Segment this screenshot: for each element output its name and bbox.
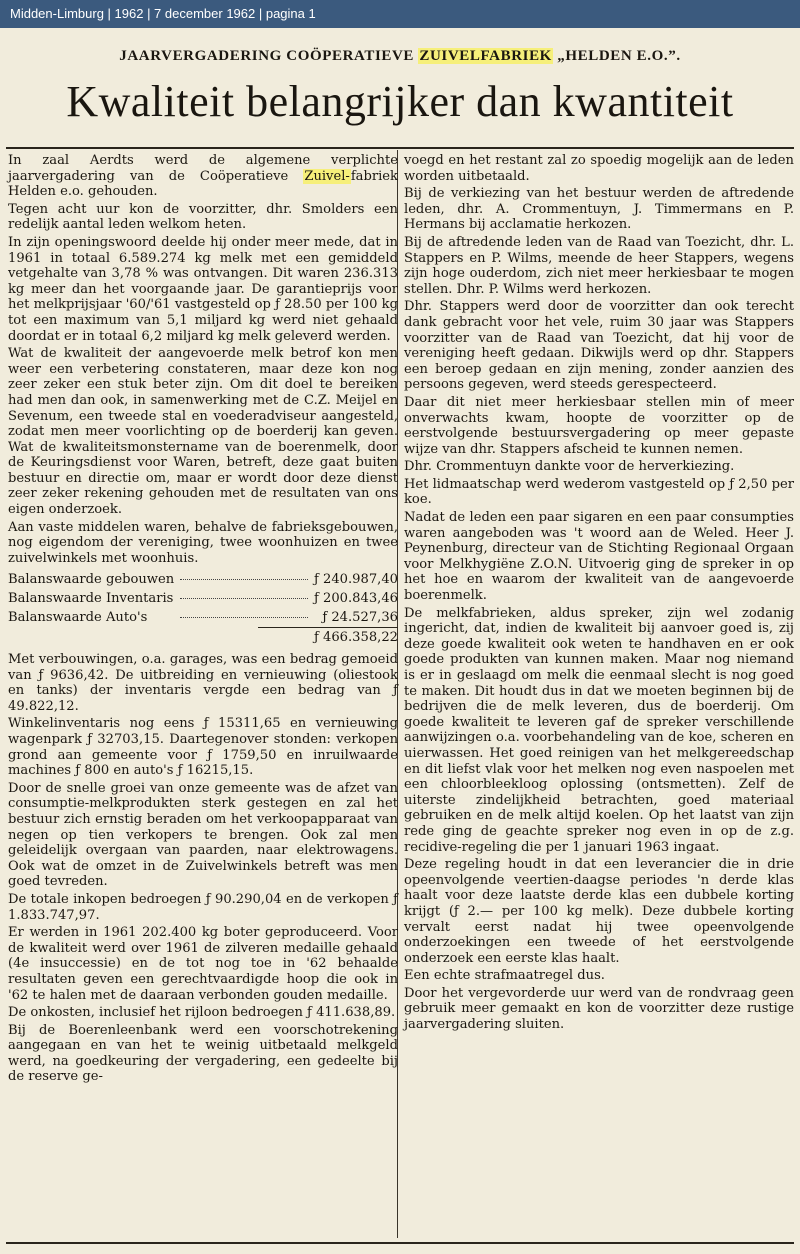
- paragraph: Deze regeling houdt in dat een leverancier die in drie opeenvolgende veertien-daagse periodes 'n derde klas haalt voor deze laatste derde klas een dubbele korting krijgt (ƒ 2.— per 100 kg melk). Deze dubbele korting vervalt eerst nadat hij twee opeenvolgende onderzoekingen een tweede of het eerstvolgende onderzoek een eerste klas haalt.: [404, 857, 794, 966]
- paragraph: Er werden in 1961 202.400 kg boter geproduceerd. Voor de kwaliteit werd over 1961 de zilveren medaille gehaald (4e insuccessie) en de tot nog toe in '62 behaalde resultaten geven een gerechtvaardigde hoop die ook in '62 te halen met de daaraan verbonden gouden medaille.: [8, 925, 398, 1003]
- balance-amount: ƒ 200.843,46: [314, 591, 398, 607]
- paragraph: Daar dit niet meer herkiesbaar stellen min of meer onverwachts kwam, hoopte de voorzitter op de eerstvolgende bestuursvergadering op meer gepaste wijze van dhr. Stappers afscheid te kunnen nemen.: [404, 394, 794, 457]
- paragraph: Wat de kwaliteit der aangevoerde melk betrof kon men weer een verbetering constateren, maar deze kon nog zeer zeker een stuk beter zijn. Om dit doel te bereiken had men dan ook, in samenwerking met de C.Z. Meijel en Sevenum, een tweede stal en voederadviseur aangesteld, zodat men meer voorlichting op de boerderij kan geven. Wat de kwaliteitsmonstername van de boerenmelk, door de Keuringsdienst voor Waren, betreft, deze gaat buiten bestuur en directie om, maar er wordt door deze dienst zeer zeker rekening gehouden met de resultaten van ons eigen onderzoek.: [8, 346, 398, 518]
- balance-label: Balanswaarde gebouwen: [8, 572, 175, 588]
- balance-amount: ƒ 240.987,40: [314, 572, 398, 588]
- paragraph: Nadat de leden een paar sigaren en een paar consumpties waren aangeboden was 't woord aan de Weled. Heer J. Peynenburg, directeur van de Stichting Regionaal Orgaan voor Melkhygiëne Z.O.N. Uitvoerig ging de spreker in op het hoe en waarom der kwaliteit van de aangevoerde boerenmelk.: [404, 510, 794, 604]
- paragraph: Door het vergevorderde uur werd van de rondvraag geen gebruik meer gemaakt en kon de voorzitter deze rustige jaarvergadering sluiten.: [404, 985, 794, 1033]
- paragraph: Dhr. Crommentuyn dankte voor de herverkiezing.: [404, 459, 735, 475]
- paragraph: Aan vaste middelen waren, behalve de fabrieksgebouwen, nog eigendom der vereniging, twee woonhuizen en twee zuivelwinkels met woonhuis.: [8, 519, 398, 566]
- paragraph: voegd en het restant zal zo spoedig mogelijk aan de leden worden uitbetaald.: [404, 153, 794, 184]
- balance-label: Balanswaarde Auto's: [8, 610, 148, 626]
- paragraph: In zaal Aerdts werd de algemene verplichte jaarvergadering van de Coöperatieve Zuivel-fabriek Helden e.o. gehouden.: [8, 153, 398, 200]
- paragraph: Bij de Boerenleenbank werd een voorschotrekening aangegaan en van het te weinig uitbetaald melkgeld werd, na goedkeuring der vergadering, een gedeelte bij de reserve ge-: [8, 1022, 398, 1085]
- headline-rule: [6, 147, 794, 149]
- search-highlight: ZUIVELFABRIEK: [419, 48, 552, 64]
- paragraph: In zijn openingswoord deelde hij onder meer mede, dat in 1961 in totaal 6.589.274 kg melk met een gemiddeld vetgehalte van 3,78 % was ontvangen. Dit waren 236.313 kg meer dan het voorgaande jaar. De garantieprijs voor het melkprijsjaar '60/'61 vastgesteld op ƒ 28.50 per 100 kg tot een maximum van 5,1 miljard kg werd niet gehaald doordat er in totaal 6,2 miljard kg melk geleverd werden.: [8, 234, 398, 344]
- paragraph: De melkfabrieken, aldus spreker, zijn wel zodanig ingericht, dat, indien de kwaliteit bij aanvoer goed is, zij deze goede kwaliteit ook weten te handhaven en er ook goede produkten van kunnen maken. Maar nog niemand is er in geslaagd om melk die eenmaal slecht is nog goed te maken. Dit houdt dus in dat we moeten beginnen bij de bedrijven die de melk leveren, dus de boerderij. Om goede kwaliteit te leveren gaf de spreker verschillende aanwijzingen o.a. voorbehandeling van de koe, scheren en uierwassen. Het goed reinigen van het melkgereedschap en dit liefst vlak voor het melken nog even naspoelen met een chloorbleekloog oplossing (ontsmetten). Zelf de uiterste zindelijkheid betrachten, goed materiaal gebruiken en de melk altijd koelen. Op het laatst van zijn rede ging de geachte spreker nog even in op de z.g. recidive-regeling die per 1 januari 1963 ingaat.: [404, 605, 794, 855]
- paragraph: Dhr. Stappers werd door de voorzitter dan ook terecht dank gebracht voor het vele, ruim 30 jaar was Stappers voorzitter van de Raad van Toezicht, dat hij voor de vereniging heeft gedaan. Dikwijls werd op dhr. Stappers een beroep gedaan en zijn mening, zonder aanzien des persoons gegeven, werd steeds gerespecteerd.: [404, 299, 794, 393]
- balance-row: [8, 589, 398, 608]
- paragraph: Tegen acht uur kon de voorzitter, dhr. Smolders een redelijk aantal leden welkom heten.: [8, 201, 398, 233]
- paragraph: Met verbouwingen, o.a. garages, was een bedrag gemoeid van ƒ 9636,42. De uitbreiding en vernieuwing (oliestook en tanks) der inventaris vergde een bedrag van ƒ 49.822,12.: [8, 652, 398, 714]
- balance-row: [8, 570, 398, 589]
- paragraph: De totale inkopen bedroegen ƒ 90.290,04 en de verkopen ƒ 1.833.747,97.: [8, 891, 398, 923]
- article-headline: Kwaliteit belangrijker dan kwantiteit: [66, 77, 734, 126]
- paragraph: Het lidmaatschap werd wederom vastgesteld op ƒ 2,50 per koe.: [404, 476, 794, 508]
- balance-row: [8, 608, 398, 627]
- paragraph: Bij de verkiezing van het bestuur werden de aftredende leden, dhr. A. Crommentuyn, J. Timmermans en P. Hermans bij acclamatie herkozen.: [404, 186, 794, 233]
- article-kicker: JAARVERGADERING COÖPERATIEVE ZUIVELFABRIEK „HELDEN E.O.”.: [119, 48, 681, 64]
- article-column-right: [404, 153, 794, 1035]
- balance-total: ƒ 466.358,22: [258, 627, 398, 646]
- footer-rule: [6, 1242, 794, 1244]
- page-header-bar: Midden-Limburg | 1962 | 7 december 1962 | pagina 1: [0, 0, 800, 28]
- balance-amount: ƒ 24.527,36: [322, 610, 398, 626]
- paragraph: Bij de aftredende leden van de Raad van Toezicht, dhr. L. Stappers en P. Wilms, meende de heer Stappers, wegens zijn hoge ouderdom, zich niet meer herkiesbaar te mogen stellen. Dhr. P. Wilms werd herkozen.: [404, 234, 794, 297]
- search-highlight: Zuivel-: [304, 168, 350, 184]
- paragraph: De onkosten, inclusief het rijloon bedroegen ƒ 411.638,89.: [8, 1005, 396, 1021]
- balance-table: [8, 570, 398, 627]
- paragraph: Winkelinventaris nog eens ƒ 15311,65 en vernieuwing wagenpark ƒ 32703,15. Daartegenover stonden: verkopen grond aan gemeente voor ƒ 1759,50 en inruilwaarde machines ƒ 800 en auto's ƒ 16215,15.: [8, 716, 398, 779]
- balance-label: Balanswaarde Inventaris: [8, 591, 174, 607]
- paragraph: Een echte strafmaatregel dus.: [404, 968, 605, 984]
- paragraph: Door de snelle groei van onze gemeente was de afzet van consumptie-melkprodukten sterk gestegen en zal het bestuur zich ernstig beraden om het verkoopapparaat van negen op tien verkopers te brengen. Ook zal men geleidelijk overgaan van paarden, naar elektrowagens. Ook wat de omzet in de Zuivelwinkels betreft was men goed tevreden.: [8, 780, 398, 890]
- article-column-left: [8, 153, 398, 1087]
